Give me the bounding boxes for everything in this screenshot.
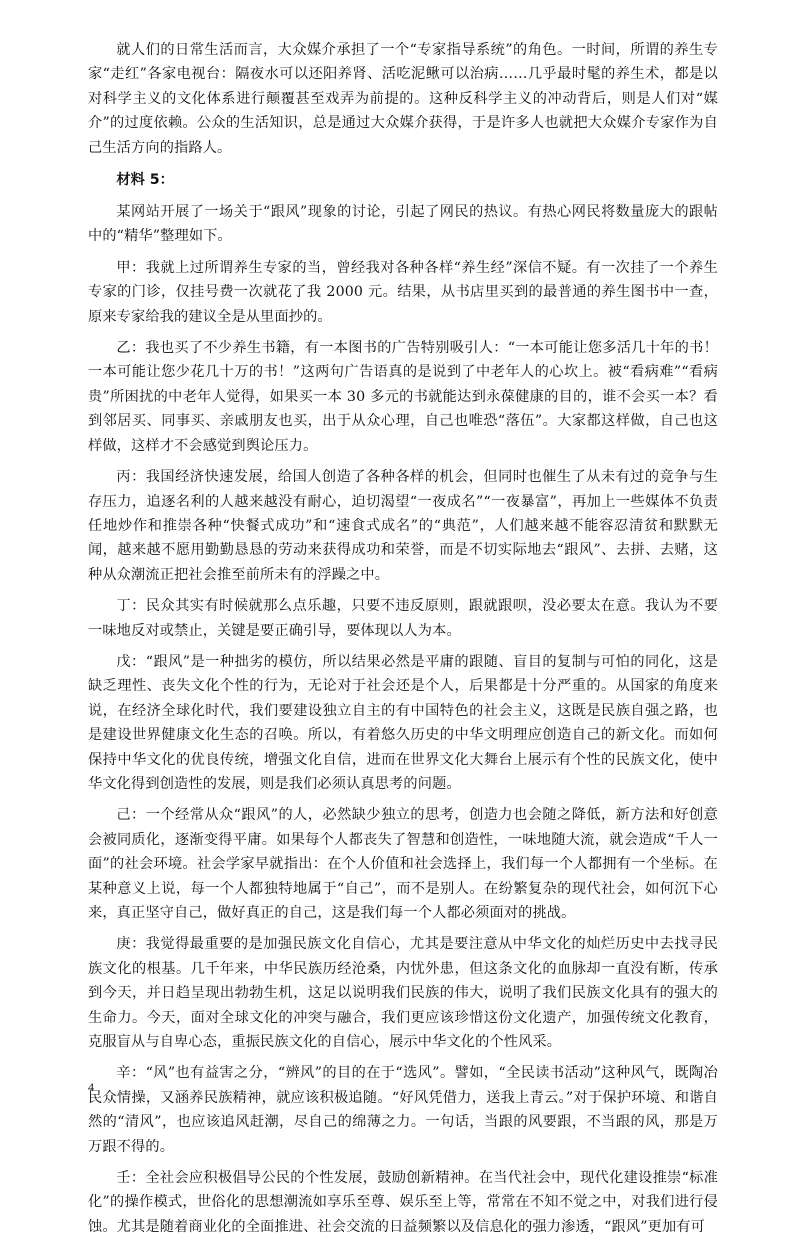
- paragraph-jia: 甲：我就上过所谓养生专家的当，曾经我对各种各样“养生经”深信不疑。有一次挂了一个养生专家的门诊，仅挂号费一次就花了我 2000 元。结果，从书店里买到的最普通的养生图书中一查，原来专家给我的建议全是从里面抄的。: [88, 259, 718, 325]
- paragraph-yi: 乙：我也买了不少养生书籍，有一本图书的广告特别吸引人：“一本可能让您多活几十年的书！一本可能让您少花几十万的书！”这两句广告语真的是说到了中老年人的心坎上。被“看病难”“看病贵”所困扰的中老年人觉得，如果买一本 30 多元的书就能达到永葆健康的目的，谁不会买一本？看到邻居买、同事买、亲戚朋友也买，出于从众心理，自己也唯恐“落伍”。大家都这样做，自己也这样做，这样才不会感觉到舆论压力。: [88, 340, 718, 454]
- paragraph-ji: 己：一个经常从众“跟风”的人，必然缺少独立的思考，创造力也会随之降低，新方法和好创意会被同质化，逐渐变得平庸。如果每个人都丧失了智慧和创造性，一味地随大流，就会造成“千人一面”的社会环境。社会学家早就指出：在个人价值和社会选择上，我们每一个人都拥有一个坐标。在某种意义上说，每一个人都独特地属于“自己”，而不是别人。在纷繁复杂的现代社会，如何沉下心来，真正坚守自己，做好真正的自己，这是我们每一个人都必须面对的挑战。: [88, 807, 718, 921]
- paragraph-xin: 辛：“风”也有益害之分，“辨风”的目的在于“选风”。譬如，“全民读书活动”这种风气，既陶冶民众情操，又涵养民族精神，就应该积极追随。“好风凭借力，送我上青云。”对于保护环境、和谐自然的“清风”，也应该追风赶潮，尽自己的绵薄之力。一句话，当跟的风要跟，不当跟的风，那是万万跟不得的。: [88, 1065, 718, 1155]
- document-body: [88, 38, 718, 1246]
- paragraph-ren: 壬：全社会应积极倡导公民的个性发展，鼓励创新精神。在当代社会中，现代化建设推崇“标准化”的操作模式，世俗化的思想潮流如享乐至尊、娱乐至上等，常常在不知不觉之中，对我们进行侵蚀。尤其是随着商业化的全面推进、社会交流的日益频繁以及信息化的强力渗透，“跟风”更加有可: [88, 1170, 718, 1235]
- paragraph-bing: 丙：我国经济快速发展，给国人创造了各种各样的机会，但同时也催生了从未有过的竞争与生存压力，追逐名利的人越来越没有耐心，迫切渴望“一夜成名”“一夜暴富”，再加上一些媒体不负责任地炒作和推崇各种“快餐式成功”和“速食式成名”的“典范”，人们越来越不能容忍清贫和默默无闻，越来越不愿用勤勤恳恳的劳动来获得成功和荣誉，而是不切实际地去“跟风”、去拼、去赌，这种从众潮流正把社会推至前所未有的浮躁之中。: [88, 469, 718, 583]
- section-heading: 材料 5：: [116, 172, 174, 189]
- page-number: 4: [88, 1080, 94, 1094]
- paragraph-wu: 戊：“跟风”是一种拙劣的模仿，所以结果必然是平庸的跟随、盲目的复制与可怕的同化，这是缺乏理性、丧失文化个性的行为，无论对于社会还是个人，后果都是十分严重的。从国家的角度来说，在经济全球化时代，我们要建设独立自主的有中国特色的社会主义，这既是民族自强之路，也是建设世界健康文化生态的召唤。所以，有着悠久历史的中华文明理应创造自己的新文化。而如何保持中华文化的优良传统，增强文化自信，进而在世界文化大舞台上展示有个性的民族文化，使中华文化得到创造性的发展，则是我们必须认真思考的问题。: [88, 653, 718, 792]
- paragraph-intro-discussion: 某网站开展了一场关于“跟风”现象的讨论，引起了网民的热议。有热心网民将数量庞大的跟帖中的“精华”整理如下。: [88, 204, 718, 245]
- paragraph-ding: 丁：民众其实有时候就那么点乐趣，只要不违反原则，跟就跟呗，没必要太在意。我认为不要一味地反对或禁止，关键是要正确引导，要体现以人为本。: [88, 598, 718, 639]
- intro-paragraph: 就人们的日常生活而言，大众媒介承担了一个“专家指导系统”的角色。一时间，所谓的养生专家“走红”各家电视台：隔夜水可以还阳养肾、活吃泥鳅可以治病……几乎最时髦的养生术，都是以对科学主义的文化体系进行颠覆甚至戏弄为前提的。这种反科学主义的冲动背后，则是人们对“媒介”的过度依赖。公众的生活知识，总是通过大众媒介获得，于是许多人也就把大众媒介专家作为自己生活方向的指路人。: [88, 42, 718, 156]
- paragraph-geng: 庚：我觉得最重要的是加强民族文化自信心，尤其是要注意从中华文化的灿烂历史中去找寻民族文化的根基。几千年来，中华民族历经沧桑，内忧外患，但这条文化的血脉却一直没有断，传承到今天，并日趋呈现出勃勃生机，这足以说明我们民族的伟大，说明了我们民族文化具有的强大的生命力。今天，面对全球文化的冲突与融合，我们更应该珍惜这份文化遗产，加强传统文化教育，克服盲从与自卑心态，重振民族文化的自信心，展示中华文化的个性风采。: [88, 936, 718, 1051]
